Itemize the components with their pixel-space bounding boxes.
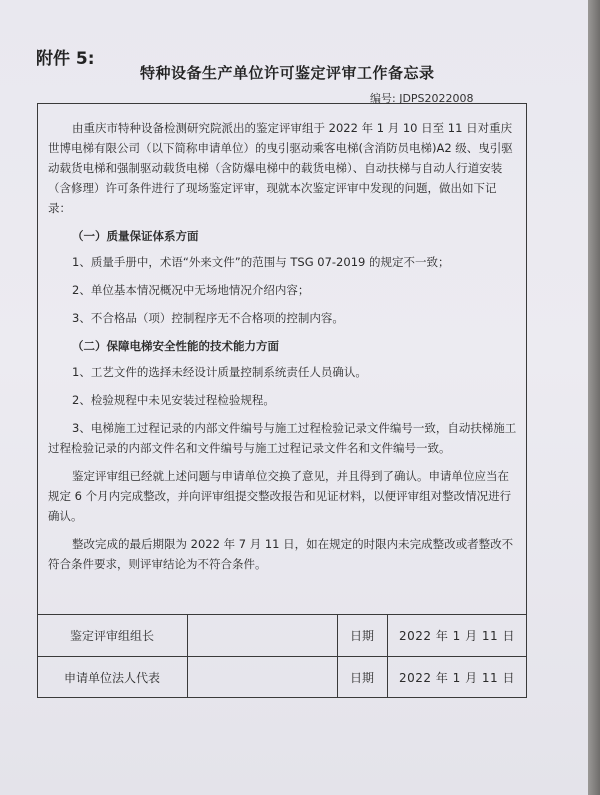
- list-item: 2、检验规程中未见安装过程检验规程。: [72, 393, 275, 407]
- signature-table: [37, 614, 527, 698]
- document-title: 特种设备生产单位许可鉴定评审工作备忘录: [140, 64, 435, 82]
- list-item: 2、单位基本情况概况中无场地情况介绍内容；: [72, 283, 310, 297]
- date-label: 日期: [337, 615, 388, 656]
- signature-field: [187, 615, 338, 656]
- date-label: 日期: [337, 657, 388, 698]
- signature-label: 鉴定评审组组长: [37, 615, 188, 656]
- list-item: 1、工艺文件的选择未经设计质量控制系统责任人员确认。: [72, 365, 367, 379]
- signature-label: 申请单位法人代表: [37, 657, 188, 698]
- signature-field: [187, 657, 338, 698]
- memo-body: [48, 118, 518, 574]
- list-item: 3、电梯施工过程记录的内部文件编号与施工过程检验记录文件编号一致，自动扶梯施工过程检验记录的内部文件名和文件编号与施工过程记录文件名和文件编号一致。: [48, 421, 517, 455]
- signature-date: 2022 年 1 月 11 日: [398, 629, 516, 643]
- list-item: 1、质量手册中，术语“外来文件”的范围与 TSG 07-2019 的规定不一致；: [72, 255, 450, 269]
- section-heading-quality: （一）质量保证体系方面: [72, 229, 199, 243]
- section-heading-technical: （二）保障电梯安全性能的技术能力方面: [72, 339, 279, 353]
- deadline-paragraph: 整改完成的最后期限为 2022 年 7 月 11 日，如在规定的时限内未完成整改或者整改不符合条件要求，则评审结论为不符合条件。: [48, 537, 514, 571]
- signature-row-legal-rep: [37, 656, 527, 698]
- document-number: 编号: JDPS2022008: [370, 92, 474, 105]
- signature-row-leader: [37, 614, 527, 656]
- confirmation-paragraph: 鉴定评审组已经就上述问题与申请单位交换了意见，并且得到了确认。申请单位应当在规定 6 个月内完成整改，并向评审组提交整改报告和见证材料，以便评审组对整改情况进行确认。: [48, 469, 512, 523]
- attachment-label: 附件 5:: [36, 49, 95, 69]
- list-item: 3、不合格品（项）控制程序无不合格项的控制内容。: [72, 311, 344, 325]
- signature-date: 2022 年 1 月 11 日: [398, 671, 516, 685]
- intro-paragraph: 由重庆市特种设备检测研究院派出的鉴定评审组于 2022 年 1 月 10 日至 11 日对重庆世博电梯有限公司（以下简称申请单位）的曳引驱动乘客电梯(含消防员电梯)A2 级、曳引驱动载货电梯和强制驱动载货电梯（含防爆电梯中的载货电梯）、自动扶梯与自动人行道安装（含修理）许可条件进行了现场鉴定评审，现就本次鉴定评审中发现的问题，做出如下记录：: [48, 121, 513, 215]
- page-edge-shadow: [588, 0, 600, 795]
